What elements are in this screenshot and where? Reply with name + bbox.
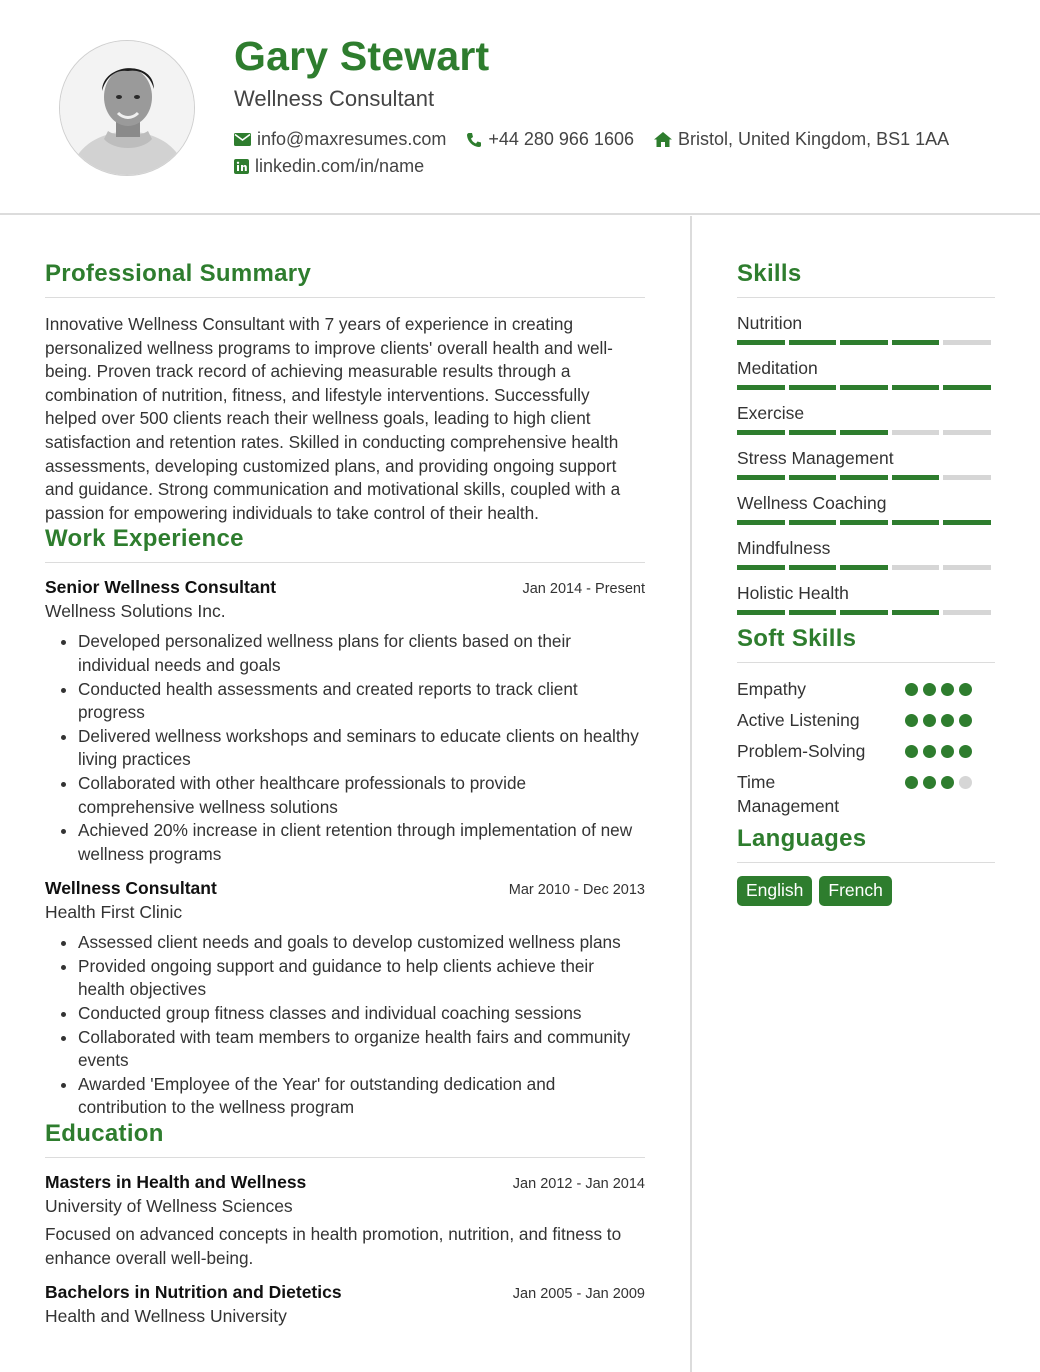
rating-dot (959, 714, 972, 727)
skill-level-segment (789, 565, 837, 570)
skill-level-segment (943, 565, 991, 570)
skill-name: Mindfulness (737, 538, 831, 558)
phone-icon (466, 132, 482, 148)
soft-skill-rating (905, 714, 995, 727)
skill-level-segment (840, 385, 888, 390)
soft-skill-name: Empathy (737, 679, 807, 699)
skill-level-segment (737, 385, 785, 390)
languages-heading: Languages (737, 825, 995, 863)
contact-phone[interactable] (466, 129, 634, 150)
rating-dot (941, 776, 954, 789)
soft-skill-name: Active Listening (737, 710, 860, 730)
list-item: • Achieved 20% increase in client retention through implementation of new wellness programs (78, 819, 645, 866)
list-item: • Conducted group fitness classes and individual coaching sessions (78, 1002, 645, 1026)
skill-item (737, 448, 995, 480)
languages-list (737, 876, 995, 906)
skills-list (737, 313, 995, 615)
skill-level-segment (892, 565, 940, 570)
linkedin-text: linkedin.com/in/name (255, 156, 425, 176)
experience-heading: Work Experience (45, 525, 645, 563)
soft-skill-item (737, 739, 995, 763)
skill-item (737, 403, 995, 435)
skill-level-segment (840, 610, 888, 615)
soft-skill-rating (905, 776, 995, 789)
list-item: • Delivered wellness workshops and seminars to educate clients on healthy living practices (78, 725, 645, 772)
rating-dot (905, 745, 918, 758)
skill-level-segment (789, 340, 837, 345)
rating-dot (905, 714, 918, 727)
education-date: Jan 2012 - Jan 2014 (512, 1176, 645, 1193)
job-title: Wellness Consultant (45, 878, 217, 899)
skill-level-bar (737, 430, 995, 435)
skill-name: Wellness Coaching (737, 493, 887, 513)
school-name: University of Wellness Sciences (45, 1196, 293, 1217)
skill-level-segment (943, 340, 991, 345)
education-entry (45, 1282, 645, 1327)
skill-name: Meditation (737, 358, 818, 378)
email-text: info@maxresumes.com (257, 129, 447, 149)
education-entry (45, 1172, 645, 1270)
list-item: • Collaborated with team members to organize health fairs and community events (78, 1026, 645, 1073)
skill-level-segment (943, 520, 991, 525)
list-item: • Awarded 'Employee of the Year' for outstanding dedication and contribution to the wellness program (78, 1073, 645, 1120)
envelope-icon (234, 133, 251, 146)
skill-level-bar (737, 385, 995, 390)
skill-level-segment (840, 475, 888, 480)
school-name: Health and Wellness University (45, 1306, 287, 1327)
soft-skill-rating (905, 745, 995, 758)
skill-level-bar (737, 565, 995, 570)
soft-skills-heading: Soft Skills (737, 625, 995, 663)
contact-linkedin[interactable] (234, 156, 424, 177)
skill-name: Exercise (737, 403, 805, 423)
skill-level-segment (892, 430, 940, 435)
education-date: Jan 2005 - Jan 2009 (512, 1286, 645, 1303)
degree-title: Bachelors in Nutrition and Dietetics (45, 1282, 342, 1303)
job-date: Jan 2014 - Present (522, 581, 645, 598)
skill-name: Stress Management (737, 448, 894, 468)
skill-level-segment (737, 565, 785, 570)
list-item: • Provided ongoing support and guidance to help clients achieve their health objectives (78, 955, 645, 1002)
location-text: Bristol, United Kingdom, BS1 1AA (677, 129, 950, 149)
job-title: Senior Wellness Consultant (45, 577, 277, 598)
skill-level-segment (943, 610, 991, 615)
rating-dot (905, 683, 918, 696)
list-item: • Developed personalized wellness plans for clients based on their individual needs and goals (78, 630, 645, 677)
job-date: Mar 2010 - Dec 2013 (508, 882, 645, 899)
skill-level-segment (840, 565, 888, 570)
soft-skill-name: Time Management (737, 772, 840, 816)
skill-level-segment (789, 385, 837, 390)
skill-level-segment (892, 385, 940, 390)
rating-dot (923, 714, 936, 727)
skill-level-segment (943, 385, 991, 390)
rating-dot (923, 745, 936, 758)
resume-header (0, 0, 1040, 215)
skill-level-segment (892, 610, 940, 615)
phone-text: +44 280 966 1606 (488, 129, 634, 149)
skill-level-segment (789, 430, 837, 435)
soft-skill-item (737, 770, 995, 818)
skill-level-bar (737, 340, 995, 345)
skill-name: Holistic Health (737, 583, 849, 603)
skill-level-segment (892, 520, 940, 525)
job-company: Wellness Solutions Inc. (45, 601, 226, 622)
list-item: • Assessed client needs and goals to develop customized wellness plans (78, 931, 645, 955)
skill-item (737, 583, 995, 615)
candidate-title: Wellness Consultant (234, 86, 435, 111)
rating-dot (941, 714, 954, 727)
linkedin-icon (234, 159, 249, 174)
contact-email[interactable] (234, 129, 446, 150)
contact-row (234, 129, 969, 150)
skill-level-segment (892, 475, 940, 480)
skill-level-segment (789, 520, 837, 525)
skill-level-segment (789, 610, 837, 615)
rating-dot (941, 683, 954, 696)
contact-row-2 (234, 156, 444, 177)
side-column (737, 260, 995, 906)
skill-level-segment (943, 475, 991, 480)
skill-level-segment (737, 430, 785, 435)
summary-heading: Professional Summary (45, 260, 645, 298)
job-bullets (45, 630, 645, 866)
rating-dot (959, 776, 972, 789)
rating-dot (923, 683, 936, 696)
home-icon (654, 132, 672, 147)
skills-heading: Skills (737, 260, 995, 298)
main-column (45, 260, 645, 1327)
education-heading: Education (45, 1120, 645, 1158)
job-entry (45, 577, 645, 866)
job-entry (45, 878, 645, 1120)
skill-level-segment (737, 340, 785, 345)
skill-level-bar (737, 610, 995, 615)
language-badge: English (737, 876, 812, 906)
rating-dot (905, 776, 918, 789)
soft-skill-item (737, 708, 995, 732)
education-description: Focused on advanced concepts in health promotion, nutrition, and fitness to enhance overall well-being. (45, 1224, 622, 1268)
contact-location (654, 129, 949, 150)
skill-level-segment (892, 340, 940, 345)
job-bullets (45, 931, 645, 1120)
skill-level-bar (737, 475, 995, 480)
rating-dot (923, 776, 936, 789)
skill-item (737, 358, 995, 390)
degree-title: Masters in Health and Wellness (45, 1172, 307, 1193)
language-badge: French (819, 876, 891, 906)
job-company: Health First Clinic (45, 902, 183, 923)
skill-level-segment (840, 430, 888, 435)
skill-name: Nutrition (737, 313, 803, 333)
column-divider (690, 216, 692, 1372)
skill-item (737, 493, 995, 525)
skill-level-segment (737, 520, 785, 525)
skill-level-segment (789, 475, 837, 480)
list-item: • Conducted health assessments and created reports to track client progress (78, 678, 645, 725)
skill-level-segment (840, 340, 888, 345)
profile-photo (59, 40, 195, 176)
soft-skill-name: Problem-Solving (737, 741, 866, 761)
skill-level-segment (943, 430, 991, 435)
skill-level-segment (840, 520, 888, 525)
list-item: • Collaborated with other healthcare professionals to provide comprehensive wellness solutions (78, 772, 645, 819)
rating-dot (959, 745, 972, 758)
portrait-image (60, 41, 195, 176)
rating-dot (959, 683, 972, 696)
summary-text: Innovative Wellness Consultant with 7 years of experience in creating personalized wellness programs to improve clients' overall health and well-being. Proven track record of achieving measurable results through a combination of nutrition, fitness, and lifestyle interventions. Successfully helped over 500 clients reach their wellness goals, leading to high client satisfaction and retention rates. Skilled in conducting comprehensive health assessments, developing customized plans, and providing ongoing support and guidance. Strong communication and motivational skills, coupled with a passion for empowering individuals to take control of their health. (45, 314, 621, 523)
skill-level-segment (737, 610, 785, 615)
skill-item (737, 313, 995, 345)
soft-skill-item (737, 677, 995, 701)
candidate-name: Gary Stewart (234, 33, 490, 79)
skill-level-bar (737, 520, 995, 525)
soft-skill-rating (905, 683, 995, 696)
rating-dot (941, 745, 954, 758)
skill-level-segment (737, 475, 785, 480)
soft-skills-list (737, 677, 995, 818)
skill-item (737, 538, 995, 570)
